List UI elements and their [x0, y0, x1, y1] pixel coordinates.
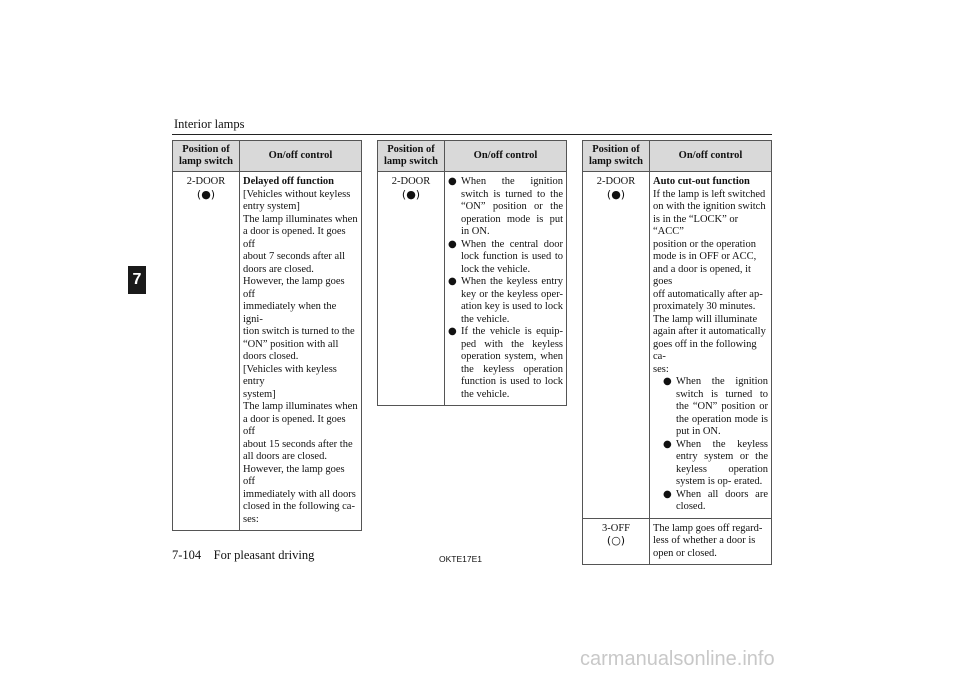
- document-code: OKTE17E1: [439, 554, 482, 564]
- page-number: 7-104: [172, 548, 202, 562]
- lamp-table-1: [172, 140, 362, 531]
- condition-item: ● When the ignition switch is turned to the “ON” position or the operation mode is put in ON.: [448, 176, 563, 239]
- door-on-icon: (●): [401, 187, 421, 201]
- description-line: However, the lamp goes off: [243, 276, 345, 300]
- watermark: carmanualsonline.info: [580, 648, 775, 670]
- description-lines: [653, 523, 768, 561]
- table-header-row: [173, 141, 362, 172]
- condition-item: ● When the keyless entry key or the keyless oper- ation key is used to lock the vehicle.: [448, 276, 563, 326]
- door-on-icon: (●): [196, 187, 216, 201]
- description-line: about 15 seconds after the: [243, 438, 353, 450]
- description-line: “ON” position with all: [243, 338, 339, 350]
- header-position: Position of lamp switch: [378, 141, 445, 172]
- description-line: [Vehicles with keyless entry: [243, 363, 337, 387]
- description-line: immediately when the igni-: [243, 301, 337, 325]
- description-line: position or the operation: [653, 238, 756, 250]
- function-heading: Auto cut-out function: [653, 176, 750, 187]
- header-rule: [172, 134, 772, 135]
- function-heading: Delayed off function: [243, 176, 334, 187]
- control-description-cell: [650, 518, 772, 565]
- description-line: off automatically after ap-: [653, 288, 763, 300]
- condition-item: ● When the keyless entry system or the keyless operation system is op- erated.: [663, 439, 768, 489]
- description-line: open or closed.: [653, 547, 717, 559]
- description-line: doors closed.: [243, 351, 299, 362]
- table-row: [173, 172, 362, 531]
- table-row: [583, 518, 772, 565]
- description-line: doors are closed.: [243, 263, 314, 275]
- page-footer: [172, 548, 314, 563]
- description-line: on with the ignition switch: [653, 201, 766, 212]
- description-line: tion switch is turned to the: [243, 326, 355, 337]
- switch-position-cell: [173, 172, 240, 531]
- description-line: entry system]: [243, 201, 300, 212]
- table-row: [583, 172, 772, 519]
- description-line: The lamp goes off regard-: [653, 522, 763, 534]
- table-header-row: [378, 141, 567, 172]
- section-title: For pleasant driving: [213, 548, 315, 562]
- description-line: [Vehicles without keyless: [243, 188, 351, 200]
- description-line: again after it automatically: [653, 326, 766, 337]
- switch-position-label: 2-DOOR: [596, 176, 636, 187]
- chapter-tab: 7: [128, 266, 146, 294]
- header-control: On/off control: [445, 141, 567, 172]
- header-position: Position of lamp switch: [583, 141, 650, 172]
- table-row: [378, 172, 567, 406]
- control-description-cell: [445, 172, 567, 406]
- door-on-icon: (●): [606, 187, 626, 201]
- description-line: and a door is opened, it goes: [653, 263, 751, 287]
- header-control: On/off control: [650, 141, 772, 172]
- description-line: less of whether a door is: [653, 535, 756, 546]
- description-line: The lamp will illuminate: [653, 313, 758, 325]
- description-line: ses:: [243, 513, 259, 525]
- control-description-cell: [240, 172, 362, 531]
- switch-position-label: 2-DOOR: [391, 176, 431, 187]
- description-line: immediately with all doors: [243, 488, 356, 500]
- description-line: about 7 seconds after all: [243, 251, 346, 262]
- header-position: Position of lamp switch: [173, 141, 240, 172]
- header-control: On/off control: [240, 141, 362, 172]
- description-line: is in the “LOCK” or “ACC”: [653, 213, 739, 237]
- switch-position-cell: [378, 172, 445, 406]
- description-line: closed in the following ca-: [243, 501, 355, 512]
- description-lines: [653, 189, 768, 377]
- condition-list: [448, 176, 563, 401]
- switch-position-label: 3-OFF: [601, 522, 630, 534]
- lamp-table-3: [582, 140, 772, 565]
- description-lines: [243, 189, 358, 527]
- control-description-cell: [650, 172, 772, 519]
- switch-position-cell: [583, 172, 650, 519]
- description-line: However, the lamp goes off: [243, 463, 345, 487]
- switch-position-cell: [583, 518, 650, 565]
- description-line: The lamp illuminates when: [243, 213, 358, 225]
- switch-position-label: 2-DOOR: [186, 176, 226, 187]
- description-line: a door is opened. It goes off: [243, 413, 346, 437]
- lamp-table-2: [377, 140, 567, 406]
- description-line: ses:: [653, 363, 669, 375]
- condition-list: [653, 376, 768, 514]
- description-line: mode is in OFF or ACC,: [653, 251, 757, 262]
- condition-item: ● When the central door lock function is used to lock the vehicle.: [448, 239, 563, 277]
- page-header-title: Interior lamps: [174, 117, 245, 131]
- description-line: The lamp illuminates when: [243, 401, 358, 412]
- description-line: a door is opened. It goes off: [243, 226, 346, 250]
- description-line: system]: [243, 388, 276, 400]
- description-line: proximately 30 minutes.: [653, 301, 756, 312]
- description-line: all doors are closed.: [243, 451, 327, 462]
- table-header-row: [583, 141, 772, 172]
- condition-item: ● When the ignition switch is turned to the “ON” position or the operation mode is put in ON.: [663, 376, 768, 439]
- condition-item: ● If the vehicle is equip- ped with the keyless operation system, when the keyless operation function is used to lock the vehicle.: [448, 326, 563, 401]
- off-icon: (○): [606, 534, 626, 547]
- condition-item: ● When all doors are closed.: [663, 489, 768, 514]
- description-line: If the lamp is left switched: [653, 188, 766, 200]
- description-line: goes off in the following ca-: [653, 338, 757, 362]
